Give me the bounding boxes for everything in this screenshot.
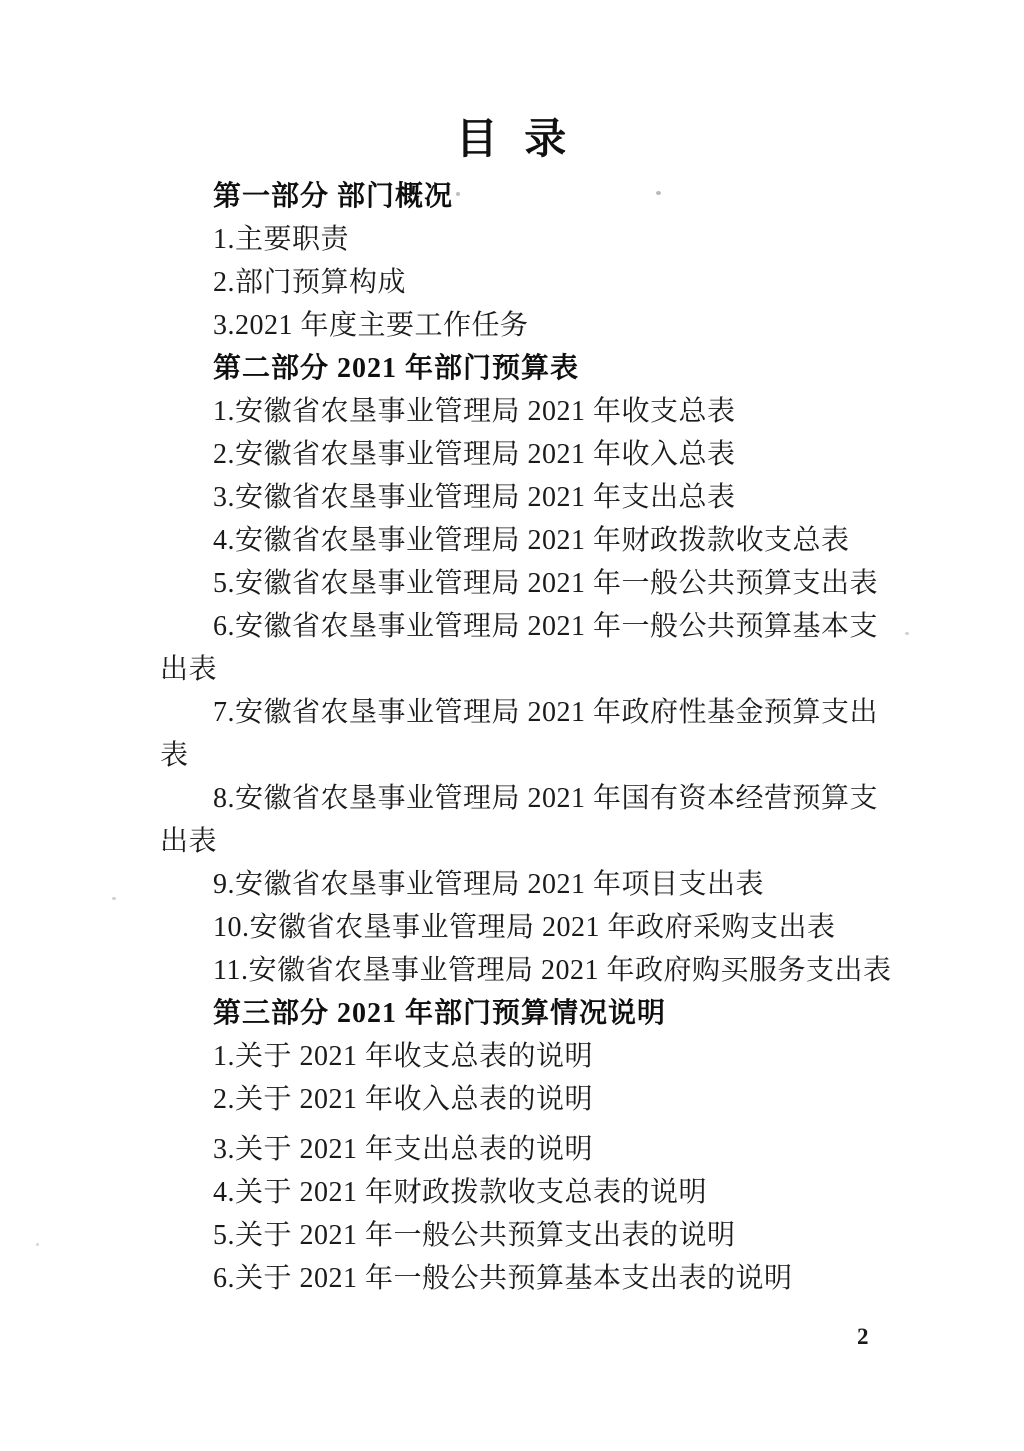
toc-entry: 表 xyxy=(160,740,189,771)
toc-entry: 5.关于 2021 年一般公共预算支出表的说明 xyxy=(213,1220,736,1251)
toc-entry: 11.安徽省农垦事业管理局 2021 年政府购买服务支出表 xyxy=(213,955,892,986)
toc-entry: 4.关于 2021 年财政拨款收支总表的说明 xyxy=(213,1177,708,1208)
page-number: 2 xyxy=(857,1324,869,1349)
toc-entry: 1.主要职责 xyxy=(213,224,350,255)
table-of-contents xyxy=(160,175,900,1300)
toc-entry: 9.安徽省农垦事业管理局 2021 年项目支出表 xyxy=(213,869,765,900)
toc-section-heading: 第三部分 2021 年部门预算情况说明 xyxy=(213,998,667,1029)
toc-entry: 7.安徽省农垦事业管理局 2021 年政府性基金预算支出 xyxy=(213,697,879,728)
scan-speck xyxy=(36,1243,39,1246)
page-title: 目 录 xyxy=(455,117,569,163)
toc-entry: 2.关于 2021 年收入总表的说明 xyxy=(213,1084,594,1115)
toc-entry: 6.安徽省农垦事业管理局 2021 年一般公共预算基本支 xyxy=(213,611,879,642)
scan-speck xyxy=(656,191,661,195)
toc-entry: 出表 xyxy=(160,826,218,857)
toc-entry: 1.安徽省农垦事业管理局 2021 年收支总表 xyxy=(213,396,736,427)
toc-entry: 4.安徽省农垦事业管理局 2021 年财政拨款收支总表 xyxy=(213,525,850,556)
toc-entry: 8.安徽省农垦事业管理局 2021 年国有资本经营预算支 xyxy=(213,783,879,814)
toc-entry: 2.安徽省农垦事业管理局 2021 年收入总表 xyxy=(213,439,736,470)
toc-entry: 3.关于 2021 年支出总表的说明 xyxy=(213,1134,594,1165)
toc-section-heading: 第一部分 部门概况 xyxy=(213,181,454,212)
toc-entry: 1.关于 2021 年收支总表的说明 xyxy=(213,1041,594,1072)
toc-section-heading: 第二部分 2021 年部门预算表 xyxy=(213,353,580,384)
toc-entry: 3.2021 年度主要工作任务 xyxy=(213,310,529,341)
scan-speck xyxy=(112,897,116,900)
toc-entry: 3.安徽省农垦事业管理局 2021 年支出总表 xyxy=(213,482,736,513)
toc-entry: 6.关于 2021 年一般公共预算基本支出表的说明 xyxy=(213,1263,793,1294)
toc-entry: 出表 xyxy=(160,654,218,685)
toc-entry: 5.安徽省农垦事业管理局 2021 年一般公共预算支出表 xyxy=(213,568,879,599)
scan-speck xyxy=(905,632,909,635)
scan-speck xyxy=(456,192,460,196)
toc-entry: 10.安徽省农垦事业管理局 2021 年政府采购支出表 xyxy=(213,912,836,943)
toc-entry: 2.部门预算构成 xyxy=(213,267,407,298)
